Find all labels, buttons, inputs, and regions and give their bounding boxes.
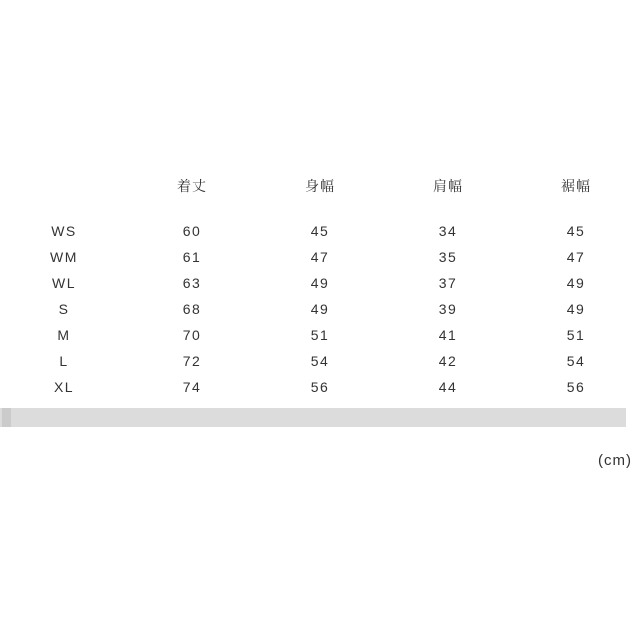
table-row xyxy=(0,348,640,374)
table-row xyxy=(0,322,640,348)
measurement-value: 54 xyxy=(566,353,586,369)
measurement-value: 35 xyxy=(438,249,458,265)
measurement-value: 37 xyxy=(438,275,458,291)
measurement-value: 74 xyxy=(182,379,202,395)
measurement-value: 45 xyxy=(310,223,330,239)
measurement-value: 39 xyxy=(438,301,458,317)
measurement-value: 68 xyxy=(182,301,202,317)
table-row xyxy=(0,374,640,400)
measurement-value: 45 xyxy=(566,223,586,239)
size-label: XL xyxy=(53,379,75,395)
col-header-body-width: 身幅 xyxy=(305,178,335,194)
measurement-value: 41 xyxy=(438,327,458,343)
measurement-value: 34 xyxy=(438,223,458,239)
size-label: S xyxy=(58,301,70,317)
size-label: WL xyxy=(52,275,76,291)
measurement-value: 49 xyxy=(310,301,330,317)
col-header-body-length: 着丈 xyxy=(177,178,207,194)
measurement-value: 70 xyxy=(182,327,202,343)
measurement-value: 60 xyxy=(182,223,202,239)
size-label: WM xyxy=(50,249,78,265)
table-row xyxy=(0,244,640,270)
measurement-value: 63 xyxy=(182,275,202,291)
scrollbar-thumb[interactable] xyxy=(2,408,11,427)
horizontal-scrollbar[interactable] xyxy=(0,408,626,427)
size-label: M xyxy=(57,327,71,343)
corner-cell xyxy=(0,173,128,199)
table-row xyxy=(0,270,640,296)
size-label: L xyxy=(59,353,69,369)
measurement-value: 56 xyxy=(566,379,586,395)
col-header-hem-width: 裾幅 xyxy=(561,178,591,194)
size-table xyxy=(0,173,640,400)
measurement-value: 54 xyxy=(310,353,330,369)
measurement-value: 51 xyxy=(566,327,586,343)
measurement-value: 49 xyxy=(566,275,586,291)
measurement-value: 72 xyxy=(182,353,202,369)
table-row xyxy=(0,218,640,244)
measurement-value: 61 xyxy=(182,249,202,265)
table-header-row xyxy=(0,173,640,199)
measurement-value: 49 xyxy=(566,301,586,317)
measurement-value: 47 xyxy=(310,249,330,265)
measurement-value: 51 xyxy=(310,327,330,343)
measurement-value: 42 xyxy=(438,353,458,369)
measurement-value: 56 xyxy=(310,379,330,395)
measurement-value: 49 xyxy=(310,275,330,291)
table-row xyxy=(0,296,640,322)
measurement-value: 47 xyxy=(566,249,586,265)
measurement-value: 44 xyxy=(438,379,458,395)
size-label: WS xyxy=(51,223,77,239)
unit-label: (cm) xyxy=(598,452,632,469)
col-header-shoulder-width: 肩幅 xyxy=(433,178,463,194)
